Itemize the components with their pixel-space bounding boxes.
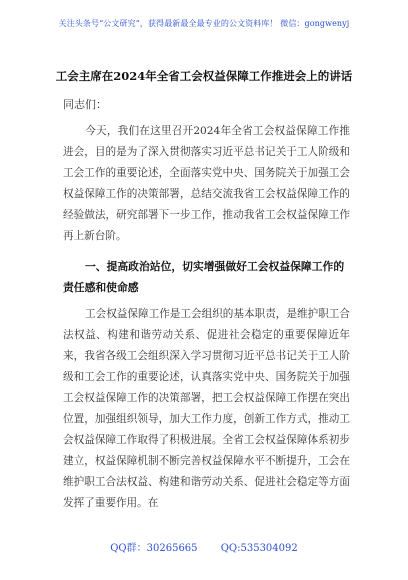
header-banner: 关注头条号“公文研究”，获得最新最全最专业的公文资料库！ 微信：gongwenyj xyxy=(58,19,350,28)
page-title: 工会主席在2024年全省工会权益保障工作推进会上的讲话 xyxy=(55,69,353,83)
footer-contact xyxy=(0,539,408,554)
section-heading-1-text: 一、提高政治站位，切实增强做好工会权益保障工作的责任感和使命感 xyxy=(63,260,345,294)
paragraph-section-1-text: 工会权益保障工作是工会组织的基本职责，是维护职工合法权益、构建和谐劳动关系、促进社会稳定的重要保障近年来，我省各级工会组织深入学习贯彻习近平总书记关于工人阶级和工会工作的重要论述，认真落实党中央、国务院关于加强工会权益保障工作的决策部署，把工会权益保障工作摆在突出位置，加强组织领导，加大工作力度，创新工作方式，推动工会权益保障工作取得了积极进展。全省工会权益保障体系初步建立，权益保障机制不断完善权益保障水平不断提升，工会在维护职工合法权益、构建和谐劳动关系、促进社会稳定等方面发挥了重要作用。在 xyxy=(63,308,350,509)
section-heading-1 xyxy=(63,256,350,298)
paragraph-intro-text: 今天，我们在这里召开2024年全省工会权益保障工作推进会，目的是为了深入贯彻落实习近平总书记关于工人阶级和工会工作的重要论述，全面落实党中央、国务院关于加强工会权益保障工作的决策部署，总结交流我省工会权益保障工作的经验做法，研究部署下一步工作，推动我省工会权益保障工作再上新台阶。 xyxy=(63,125,350,242)
footer-qq-group: QQ群：30265665 xyxy=(110,543,198,554)
paragraph-intro xyxy=(63,121,350,247)
footer-qq-number: QQ:535304092 xyxy=(220,543,298,554)
greeting: 同志们： xyxy=(63,98,107,111)
paragraph-section-1 xyxy=(63,304,350,514)
